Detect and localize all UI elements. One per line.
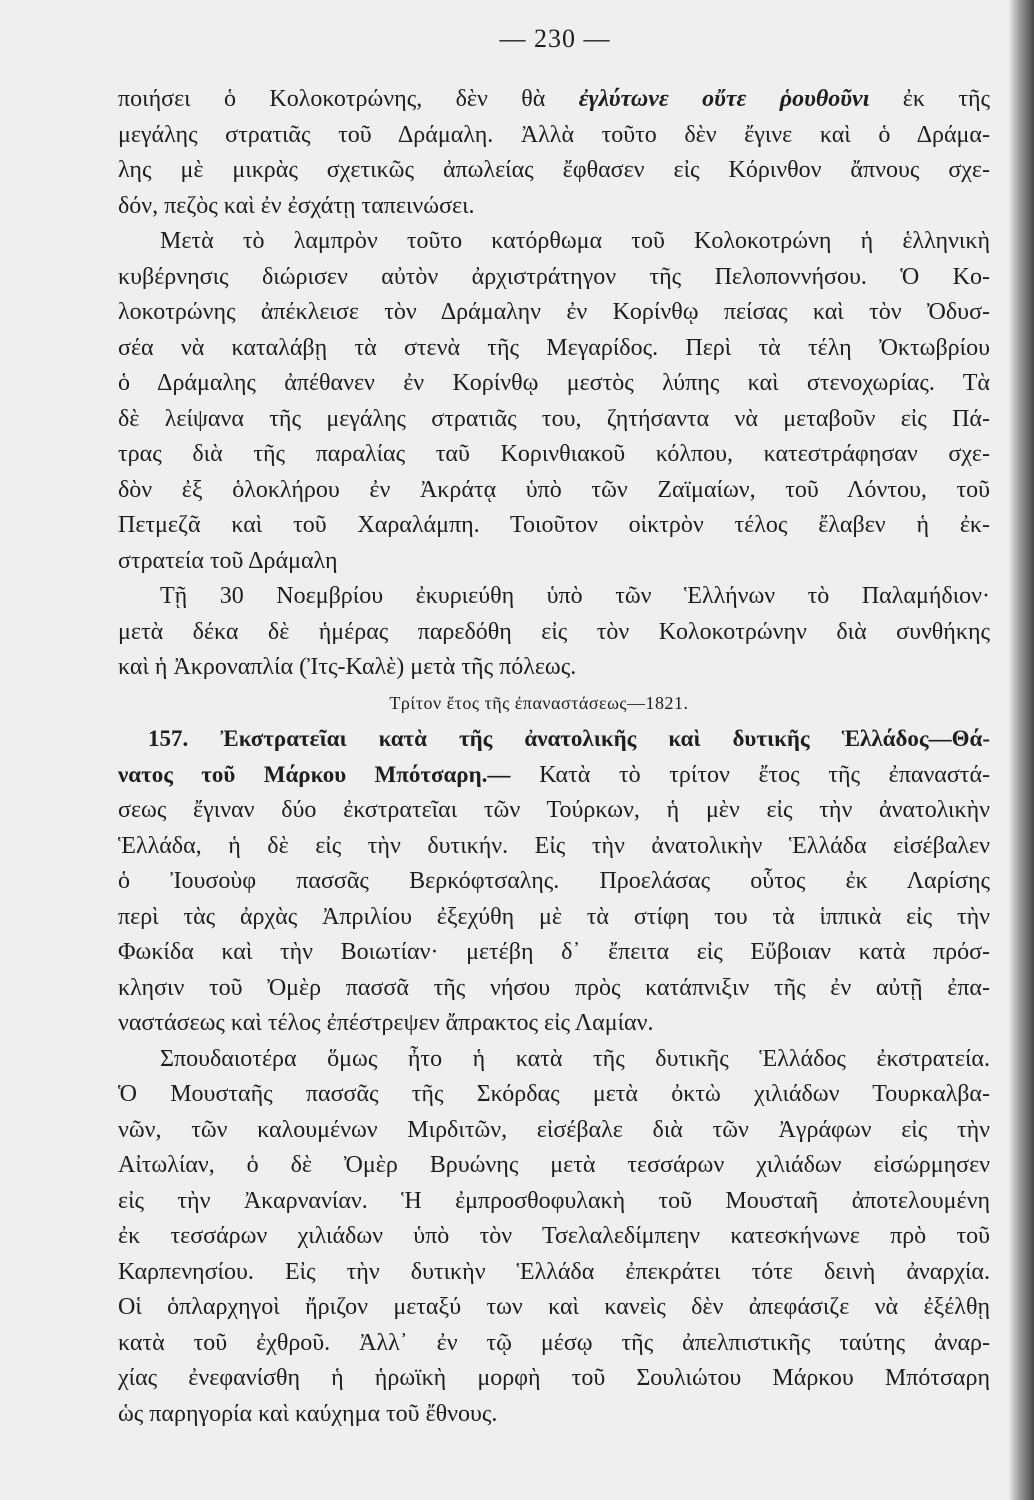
text-line: νῶν, τῶν καλουμένων Μιρδιτῶν, εἰσέβαλε διὰ τῶν Ἀγράφων εἰς τὴν [118, 1116, 990, 1143]
text-line: μεγάλης στρατιᾶς τοῦ Δράμαλη. Ἀλλὰ τοῦτο δὲν ἔγινε καὶ ὁ Δράμα- [118, 121, 990, 148]
text-line: Τῇ 30 Νοεμβρίου ἐκυριεύθη ὑπὸ τῶν Ἑλλήνων τὸ Παλαμήδιον· [160, 583, 990, 609]
text-line: Σπουδαιοτέρα ὅμως ἦτο ἡ κατὰ τῆς δυτικῆς Ἑλλάδος ἐκστρατεία. [160, 1045, 990, 1072]
text-line: καὶ ἡ Ἀκροναπλία (Ἰτς-Καλὲ) μετὰ τῆς πόλεως. [118, 654, 577, 680]
paragraph [118, 579, 990, 686]
paragraph [118, 82, 990, 224]
text-line: δόν, πεζὸς καὶ ἐν ἐσχάτῃ ταπεινώσει. [118, 192, 475, 219]
text-line: τρας διὰ τῆς παραλίας ταῦ Κορινθιακοῦ κόλπου, κατεστράφησαν σχε- [118, 441, 990, 467]
text-line: λοκοτρώνης ἀπέκλεισε τὸν Δράμαλην ἐν Κορίνθῳ πείσας καὶ τὸν Ὀδυσ- [118, 299, 990, 325]
text-line [118, 82, 990, 118]
text-line: κατὰ τοῦ ἐχθροῦ. Ἀλλ᾽ ἐν τῷ μέσῳ τῆς ἀπελπιστικῆς ταύτης ἀναρ- [118, 1329, 990, 1356]
section-heading-line [118, 721, 990, 757]
text-line: στρατεία τοῦ Δράμαλη [118, 547, 338, 574]
section-number: 157. [148, 726, 189, 751]
text-line: ὁ Ἰουσοὺφ πασσᾶς Βερκόφτσαλης. Προελάσας οὗτος ἐκ Λαρίσης [118, 868, 990, 894]
text-line: ὡς παρηγορία καὶ καύχημα τοῦ ἔθνους. [118, 1400, 498, 1427]
text-line: κλησιν τοῦ Ὀμὲρ πασσᾶ τῆς νήσου πρὸς κατάπνιξιν τῆς ἐν αὐτῇ ἐπα- [118, 974, 990, 1001]
section-title: Ἐκστρατεῖαι κατὰ τῆς ἀνατολικῆς καὶ δυτικῆς Ἑλλάδος—Θά- [220, 726, 991, 751]
text-line: κυβέρνησις διώρισεν αὐτὸν ἀρχιστράτηγον τῆς Πελοποννήσου. Ὁ Κο- [118, 263, 990, 290]
text-line: ναστάσεως καὶ τέλος ἐπέστρεψεν ἄπρακτος εἰς Λαμίαν. [118, 1010, 654, 1036]
text-line [118, 757, 990, 794]
page-body [118, 82, 990, 1432]
text-line: Φωκίδα καὶ τὴν Βοιωτίαν· μετέβη δ᾽ ἔπειτα εἰς Εὔβοιαν κατὰ πρόσ- [118, 939, 990, 965]
text-line: χίας ἐνεφανίσθη ἡ ἡρωϊκὴ μορφὴ τοῦ Σουλιώτου Μάρκου Μπότσαρη [118, 1365, 990, 1391]
text-line: ἐκ τεσσάρων χιλιάδων ὑπὸ τὸν Τσελαλεδίμπεην κατεσκήνωνε πρὸ τοῦ [118, 1223, 990, 1249]
text-line: εἰς τὴν Ἀκαρνανίαν. Ἡ ἐμπροσθοφυλακὴ τοῦ Μουσταῆ ἀποτελουμένη [118, 1187, 990, 1214]
year-caption: Τρίτον ἔτος τῆς ἐπαναστάσεως—1821. [389, 692, 689, 713]
text-line: δὲ λείψανα τῆς μεγάλης στρατιᾶς του, ζητήσαντα νὰ μεταβοῦν εἰς Πά- [118, 405, 990, 432]
text-line: δὸν ἐξ ὁλοκλήρου ἐν Ἀκράτᾳ ὑπὸ τῶν Ζαϊμαίων, τοῦ Λόντου, τοῦ [118, 476, 990, 503]
text-line: Πετμεζᾶ καὶ τοῦ Χαραλάμπη. Τοιοῦτον οἰκτρὸν τέλος ἔλαβεν ἡ ἐκ- [118, 512, 990, 538]
text-segment: Κατὰ τὸ τρίτον ἔτος τῆς ἐπαναστά- [539, 761, 991, 788]
text-segment: ποιήσει ὁ Κολοκοτρώνης, δὲν θὰ [118, 86, 546, 112]
text-line: μετὰ δέκα δὲ ἡμέρας παρεδόθη εἰς τὸν Κολοκοτρώνην διὰ συνθήκης [118, 618, 990, 645]
text-line: περὶ τὰς ἀρχὰς Ἀπριλίου ἐξεχύθη μὲ τὰ στίφη του τὰ ἱππικὰ εἰς τὴν [118, 903, 990, 930]
text-line: Ὁ Μουσταῆς πασσᾶς τῆς Σκόρδας μετὰ ὀκτὼ χιλιάδων Τουρκαλβα- [118, 1081, 990, 1107]
emphasized-phrase: ἐγλύτωνε οὔτε ῥουθοῦνι [578, 86, 870, 112]
text-line: Καρπενησίου. Εἰς τὴν δυτικὴν Ἑλλάδα ἐπεκράτει τότε δεινὴ ἀναρχία. [118, 1258, 990, 1285]
text-line: Ἑλλάδα, ἡ δὲ εἰς τὴν δυτικήν. Εἰς τὴν ἀνατολικὴν Ἑλλάδα εἰσέβαλεν [118, 832, 990, 859]
text-line: λης μὲ μικρὰς σχετικῶς ἀπωλείας ἔφθασεν εἰς Κόρινθον ἄπνους σχε- [118, 157, 990, 183]
paragraph [118, 224, 990, 579]
section-title-continued: νατος τοῦ Μάρκου Μπότσαρη.— [118, 761, 511, 787]
text-line: Μετὰ τὸ λαμπρὸν τοῦτο κατόρθωμα τοῦ Κολοκοτρώνη ἡ ἑλληνικὴ [160, 228, 990, 254]
text-line: σέα νὰ καταλάβῃ τὰ στενὰ τῆς Μεγαρίδος. Περὶ τὰ τέλη Ὀκτωβρίου [118, 334, 990, 361]
text-line: Οἱ ὁπλαρχηγοὶ ἤριζον μεταξύ των καὶ κανεὶς δὲν ἀπεφάσιζε νὰ ἐξέλθῃ [118, 1294, 990, 1320]
text-line: Αἰτωλίαν, ὁ δὲ Ὀμὲρ Βρυώνης μετὰ τεσσάρων χιλιάδων εἰσώρμησεν [118, 1152, 990, 1178]
text-line: σεως ἔγιναν δύο ἐκστρατεῖαι τῶν Τούρκων, ἡ μὲν εἰς τὴν ἀνατολικὴν [118, 797, 990, 823]
paragraph [118, 1042, 990, 1433]
page-number: — 230 — [499, 24, 611, 53]
section-157 [118, 721, 990, 1042]
text-segment: ἐκ τῆς [902, 86, 991, 112]
text-line: ὁ Δράμαλης ἀπέθανεν ἐν Κορίνθῳ μεστὸς λύπης καὶ στενοχωρίας. Τὰ [118, 370, 990, 396]
page-edge-shadow [1008, 0, 1034, 1500]
